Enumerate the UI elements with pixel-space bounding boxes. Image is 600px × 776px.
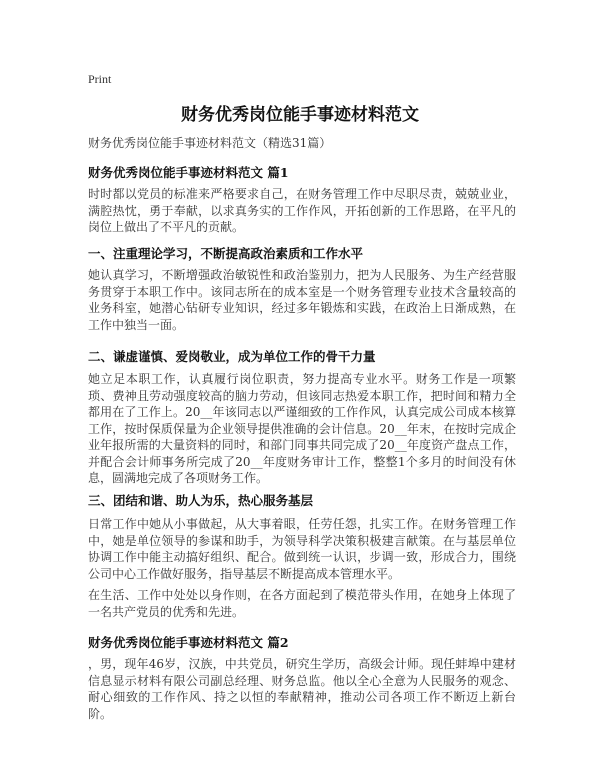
section-1-text: 她认真学习，不断增强政治敏锐性和政治鉴别力，把为人民服务、为生产经营服务贯穿于本职工作中。该同志所在的成本室是一个财务管理专业技术含量较高的业务科室，她潜心钻研专业知识，经过多年锻炼和实践，在政治上日渐成熟，在工作中独当一面。: [88, 268, 516, 332]
article-2-heading: 财务优秀岗位能手事迹材料范文 篇2: [88, 635, 289, 650]
section-3-text-1: 日常工作中她从小事做起，从大事着眼，任劳任怨，扎实工作。在财务管理工作中，她是单位领导的参谋和助手，为领导科学决策积极建言献策。在与基层单位协调工作中能主动搞好组织、配合。做到统一认识，步调一致，形成合力，围绕公司中心工作做好服务，指导基层不断提高成本管理水平。: [88, 517, 516, 581]
page-title: 财务优秀岗位能手事迹材料范文: [181, 105, 419, 125]
article-2-intro: ，男，现年46岁，汉族，中共党员，研究生学历，高级会计师。现任蚌埠中建材信息显示材料有限公司副总经理、财务总监。他以全心全意为人民服务的观念、耐心细致的工作作风、持之以恒的奉献精神，推动公司各项工作不断迈上新台阶。: [88, 657, 516, 721]
section-1-heading: 一、注重理论学习，不断提高政治素质和工作水平: [88, 246, 364, 261]
section-3-heading: 三、团结和谐、助人为乐，热心服务基层: [88, 493, 314, 508]
section-2-heading: 二、谦虚谨慎、爱岗敬业，成为单位工作的骨干力量: [88, 349, 376, 364]
section-3-text-2: 在生活、工作中处处以身作则，在各方面起到了模范带头作用，在她身上体现了一名共产党员的优秀和先进。: [88, 588, 516, 619]
article-1-intro: 时时都以党员的标准来严格要求自己，在财务管理工作中尽职尽责，兢兢业业，满腔热忱，勇于奉献，以求真务实的工作作风，开拓创新的工作思路，在平凡的岗位上做出了不平凡的贡献。: [88, 187, 516, 234]
print-label[interactable]: Print: [88, 72, 112, 86]
section-2-text: 她立足本职工作，认真履行岗位职责，努力提高专业水平。财务工作是一项繁琐、费神且劳动强度较高的脑力劳动，但该同志热爱本职工作，把时间和精力全都用在了工作上。20__年该同志以严谨细致的工作作风，认真完成公司成本核算工作，按时保质保量为企业领导提供准确的会计信息。20__年末，在按时完成企业年报所需的大量资料的同时，和部门同事共同完成了20__年度资产盘点工作，并配合会计师事务所完成了20__年度财务审计工作，整整1个多月的时间没有休息，圆满地完成了各项财务工作。: [88, 372, 516, 485]
subtitle: 财务优秀岗位能手事迹材料范文（精选31篇）: [88, 136, 332, 150]
article-1-heading: 财务优秀岗位能手事迹材料范文 篇1: [88, 165, 289, 180]
